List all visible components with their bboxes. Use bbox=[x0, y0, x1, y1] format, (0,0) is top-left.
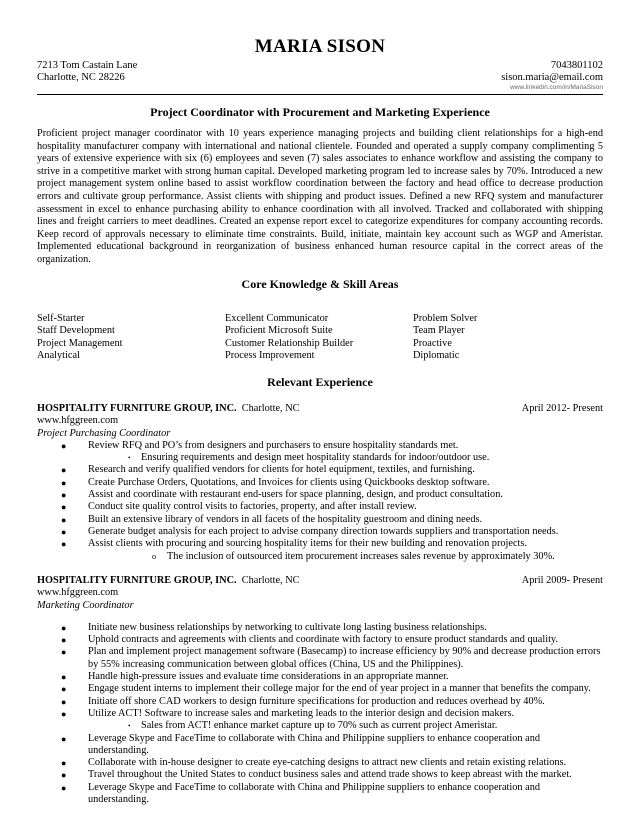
list-item: ● Initiate new business relationships by networking to cultivate long lasting business relationships. bbox=[61, 621, 487, 633]
email-address: sison.maria@email.com bbox=[501, 72, 603, 83]
list-item: ● Utilize ACT! Software to increase sales and marketing leads to the interior design and decision makers. • Sales from ACT! enhance market capture up to 70% such as current project Ameristar. bbox=[37, 708, 603, 733]
list-item: ● Review RFQ and PO’s from designers and purchasers to ensure hospitality standards met. • Ensuring requirements and design meet hospitality standards for indoor/outdoor use. bbox=[37, 440, 603, 465]
bullet-icon: ● bbox=[61, 465, 67, 476]
sub-list bbox=[88, 452, 603, 464]
responsibilities-list bbox=[37, 622, 603, 806]
list-item: ● Research and verify qualified vendors for clients for hotel equipment, textiles, and furnishing. bbox=[61, 464, 475, 476]
company-name: HOSPITALITY FURNITURE GROUP, INC. bbox=[37, 403, 237, 414]
list-item: ● Leverage Skype and FaceTime to collaborate with China and Philippine suppliers to enhance cooperation and understanding. bbox=[61, 781, 540, 806]
job-location: Charlotte, NC bbox=[241, 403, 300, 414]
skill-item: Customer Relationship Builder bbox=[225, 337, 354, 349]
bullet-icon: ● bbox=[61, 647, 67, 658]
skill-item: Excellent Communicator bbox=[225, 313, 329, 324]
company-website: www.hfggreen.com bbox=[37, 415, 119, 427]
company-website: www.hfggreen.com bbox=[37, 587, 119, 599]
sub-list bbox=[88, 551, 603, 563]
list-item: ● Plan and implement project management software (Basecamp) to increase efficiency by 90% and decrease production errors by 55% increasing communication between global offices (China, US and the Philippines). bbox=[61, 646, 601, 670]
skills-title: Core Knowledge & Skill Areas bbox=[241, 277, 399, 291]
list-item: ● Create Purchase Orders, Quotations, and Invoices for clients using Quickbooks desktop software. bbox=[61, 476, 490, 488]
bullet-icon: ● bbox=[61, 514, 67, 525]
job-title: Marketing Coordinator bbox=[37, 599, 134, 611]
skill-item: Diplomatic bbox=[413, 349, 460, 361]
skill-item: Self-Starter bbox=[37, 313, 85, 324]
bullet-icon: • bbox=[128, 454, 131, 463]
responsibilities-list bbox=[37, 440, 603, 563]
skill-item: Proficient Microsoft Suite bbox=[225, 325, 333, 337]
phone-number: 7043801102 bbox=[550, 60, 603, 71]
bullet-icon: ● bbox=[61, 708, 67, 719]
summary-title: Project Coordinator with Procurement and Marketing Experience bbox=[150, 105, 490, 119]
list-item: • Sales from ACT! enhance market capture up to 70% such as current project Ameristar. bbox=[128, 720, 498, 732]
job-header bbox=[37, 575, 603, 587]
summary-paragraph: Proficient project manager coordinator with 10 years experience managing projects and building client relationships for a high-end hospitality manufacturer company with international and national clientele. Founded and operated a supply company complimenting 5 years of extensive experience with six (6) employees and seven (7) sales associates to enhance workflow and assisting the company to strive in a competitive market with strong human capital. Developed marketing program led to increase sales by 70%. Introduced a new project management system online based to assist workflow coordination between the factory and head office to decrease production errors and cultivate group performance. Assist clients with shipping and product issues. Defined a new RFQ system and manufacturer assessment in excel to enhance purchasing ability to enhance coordination with all involved. Tracked and collaborated with shipping lines and freight carriers to meet deadlines. Created an expense report excel to categorize expenditures for company accounting records. Keep record of approvals necessary to eliminate time constraints. Build, initiate, maintain key account such as WGP and Ameristar. Implemented educational background in reorganization of business enhanced human resource capital in the correct areas of the organization. bbox=[37, 128, 603, 265]
job-title: Project Purchasing Coordinator bbox=[37, 427, 171, 439]
spacer bbox=[37, 612, 603, 622]
skill-item: Project Management bbox=[37, 337, 123, 349]
bullet-icon: ● bbox=[61, 526, 67, 537]
bullet-icon: ● bbox=[61, 672, 67, 683]
list-item: ● Built an extensive library of vendors in all facets of the hospitality guestroom and dining needs. bbox=[61, 513, 483, 525]
list-item: o The inclusion of outsourced item procurement increases sales revenue by approximately 30%. bbox=[152, 550, 555, 562]
experience-title: Relevant Experience bbox=[267, 375, 373, 389]
address-block bbox=[37, 60, 137, 84]
contact-block bbox=[501, 60, 603, 92]
bullet-icon: ● bbox=[61, 770, 67, 781]
candidate-name: MARIA SISON bbox=[254, 36, 386, 57]
sub-list bbox=[88, 720, 603, 732]
linkedin-url: www.linkedin.com/in/MariaSison bbox=[510, 84, 603, 91]
list-item: ● Conduct site quality control visits to factories, property, and after install review. bbox=[61, 501, 417, 513]
bullet-icon: • bbox=[128, 722, 131, 731]
list-item: ● Collaborate with in-house designer to create eye-catching designs to attract new clients and retain existing relations. bbox=[61, 757, 567, 769]
bullet-icon: ● bbox=[61, 696, 67, 707]
company-name: HOSPITALITY FURNITURE GROUP, INC. bbox=[37, 575, 237, 586]
job-header bbox=[37, 403, 603, 415]
bullet-icon: ● bbox=[61, 635, 67, 646]
list-item: ● Leverage Skype and FaceTime to collaborate with China and Philippine suppliers to enhance cooperation and understanding. bbox=[61, 732, 540, 756]
skill-item: Analytical bbox=[37, 349, 80, 361]
bullet-icon: ● bbox=[61, 622, 67, 633]
job-entry-1 bbox=[37, 403, 603, 563]
list-item: ● Engage student interns to implement their college major for the end of year project in a manner that benefits the company. bbox=[61, 683, 591, 695]
list-item: ● Assist and coordinate with restaurant end-users for space planning, design, and product consultation. bbox=[61, 489, 503, 501]
job-dates: April 2012- Present bbox=[521, 403, 603, 414]
address-line-2: Charlotte, NC 28226 bbox=[37, 72, 125, 83]
list-item: ● Generate budget analysis for each project to advise company direction towards suppliers and transportation needs. bbox=[61, 525, 559, 537]
bullet-icon: ● bbox=[61, 758, 67, 769]
job-dates: April 2009- Present bbox=[521, 575, 603, 586]
list-item: ● Assist clients with procuring and sourcing hospitality items for their new building and renovation projects. o The inclusion of outsourced item procurement increases sales revenue by approximately 30%. bbox=[37, 538, 603, 563]
skills-column-3 bbox=[413, 313, 477, 362]
list-item: ● Initiate off shore CAD workers to design furniture specifications for production and reduces overhead by 40%. bbox=[61, 695, 545, 707]
skill-item: Staff Development bbox=[37, 325, 115, 337]
bullet-icon: ● bbox=[61, 782, 67, 793]
circle-bullet-icon: o bbox=[152, 551, 156, 561]
skill-item: Problem Solver bbox=[413, 313, 478, 324]
skills-column-2 bbox=[225, 313, 353, 362]
list-item: ● Travel throughout the United States to conduct business sales and attend trade shows to keep abreast with the market. bbox=[61, 769, 572, 781]
list-item: ● Handle high-pressure issues and evaluate time considerations in an appropriate manner. bbox=[61, 671, 449, 683]
skills-column-1 bbox=[37, 313, 123, 362]
list-item: ● Uphold contracts and agreements with clients and coordinate with factory to ensure product standards and quality. bbox=[61, 634, 558, 646]
bullet-icon: ● bbox=[61, 733, 67, 744]
bullet-icon: ● bbox=[61, 502, 67, 513]
list-item: • Ensuring requirements and design meet hospitality standards for indoor/outdoor use. bbox=[128, 452, 490, 464]
bullet-icon: ● bbox=[61, 539, 67, 550]
skill-item: Proactive bbox=[413, 337, 452, 349]
job-entry-2 bbox=[37, 575, 603, 806]
bullet-icon: ● bbox=[61, 684, 67, 695]
bullet-icon: ● bbox=[61, 490, 67, 501]
bullet-icon: ● bbox=[61, 477, 67, 488]
skill-item: Team Player bbox=[413, 325, 465, 337]
address-line-1: 7213 Tom Castain Lane bbox=[37, 60, 138, 71]
skill-item: Process Improvement bbox=[225, 349, 315, 361]
job-location: Charlotte, NC bbox=[241, 575, 300, 586]
header-divider bbox=[37, 94, 603, 95]
bullet-icon: ● bbox=[61, 440, 67, 451]
